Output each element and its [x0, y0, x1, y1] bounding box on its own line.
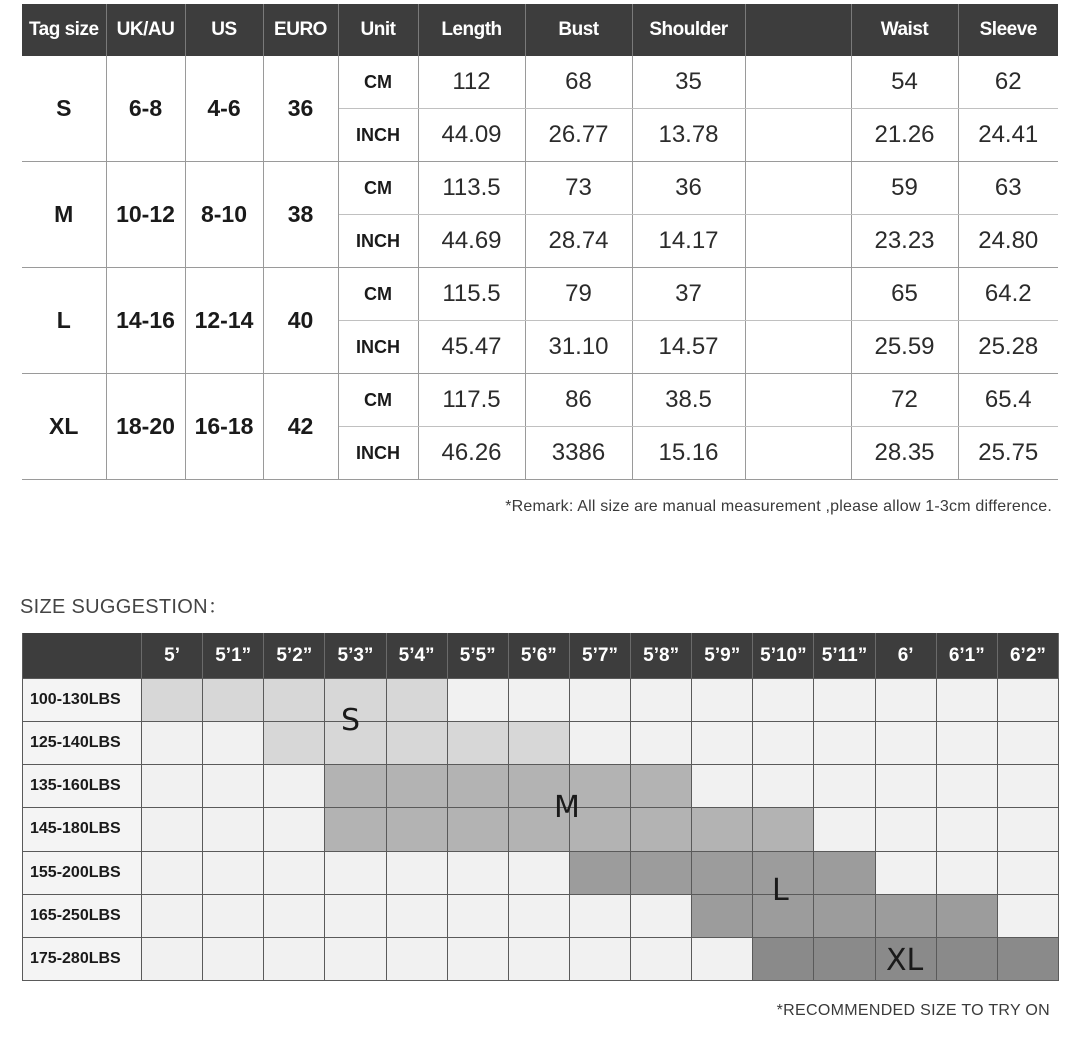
measurement-cell: 45.47	[418, 321, 525, 374]
empty-cell	[937, 851, 998, 894]
height-header-cell: 6’1”	[937, 633, 998, 678]
measurement-cell: 15.16	[632, 427, 745, 480]
empty-cell	[142, 764, 203, 807]
size-us-cell: 16-18	[185, 374, 263, 480]
empty-cell	[631, 721, 692, 764]
size-euro-cell: 40	[263, 268, 338, 374]
empty-cell	[448, 937, 509, 980]
empty-cell	[325, 937, 386, 980]
size-chart-header-cell: UK/AU	[106, 4, 185, 56]
measurement-cell: 117.5	[418, 374, 525, 427]
unit-cell: CM	[338, 374, 418, 427]
size-chart-table	[22, 4, 1058, 480]
size-m-cell	[387, 764, 448, 807]
empty-cell	[692, 721, 753, 764]
size-uk-au-cell: 18-20	[106, 374, 185, 480]
size-tag-cell: L	[22, 268, 106, 374]
empty-cell	[998, 764, 1059, 807]
empty-cell	[937, 721, 998, 764]
size-chart-header-cell: Waist	[851, 4, 958, 56]
measurement-cell: 63	[958, 162, 1058, 215]
size-m-cell	[753, 807, 814, 850]
empty-cell	[692, 678, 753, 721]
size-xl-cell	[814, 937, 875, 980]
measurement-cell	[745, 427, 851, 480]
height-header-cell: 5’7”	[570, 633, 631, 678]
height-header-cell: 5’4”	[387, 633, 448, 678]
measurement-cell: 3386	[525, 427, 632, 480]
size-l-cell	[570, 851, 631, 894]
empty-cell	[876, 678, 937, 721]
weight-label-cell: 135-160LBS	[23, 764, 142, 807]
measurement-cell: 13.78	[632, 109, 745, 162]
measurement-cell: 73	[525, 162, 632, 215]
size-uk-au-cell: 6-8	[106, 56, 185, 162]
measurement-cell: 35	[632, 56, 745, 109]
measurement-cell: 64.2	[958, 268, 1058, 321]
height-header-cell: 5’1”	[203, 633, 264, 678]
measurement-cell	[745, 268, 851, 321]
size-chart-row	[22, 268, 1058, 321]
size-zone-label-s: S	[341, 703, 361, 738]
size-chart-header-cell: Bust	[525, 4, 632, 56]
size-suggestion-grid	[22, 633, 1059, 981]
weight-label-cell: 145-180LBS	[23, 807, 142, 850]
size-us-cell: 8-10	[185, 162, 263, 268]
empty-cell	[509, 894, 570, 937]
measurement-cell: 28.74	[525, 215, 632, 268]
size-l-cell	[937, 894, 998, 937]
measurement-cell: 25.75	[958, 427, 1058, 480]
size-zone-label-l: L	[772, 873, 789, 908]
empty-cell	[448, 851, 509, 894]
empty-cell	[570, 894, 631, 937]
size-s-cell	[142, 678, 203, 721]
grid-corner	[23, 633, 142, 678]
size-l-cell	[876, 894, 937, 937]
size-chart-header-cell: Sleeve	[958, 4, 1058, 56]
size-s-cell	[264, 678, 325, 721]
empty-cell	[142, 937, 203, 980]
size-euro-cell: 36	[263, 56, 338, 162]
size-s-cell	[448, 721, 509, 764]
weight-label-cell: 175-280LBS	[23, 937, 142, 980]
empty-cell	[509, 851, 570, 894]
size-chart-header-cell: Unit	[338, 4, 418, 56]
size-m-cell	[325, 807, 386, 850]
empty-cell	[264, 851, 325, 894]
empty-cell	[387, 851, 448, 894]
size-m-cell	[448, 807, 509, 850]
measurement-cell	[745, 109, 851, 162]
empty-cell	[692, 937, 753, 980]
measurement-cell	[745, 321, 851, 374]
empty-cell	[753, 721, 814, 764]
measurement-cell	[745, 162, 851, 215]
unit-cell: INCH	[338, 427, 418, 480]
measurement-cell: 14.17	[632, 215, 745, 268]
empty-cell	[142, 894, 203, 937]
measurement-cell: 46.26	[418, 427, 525, 480]
size-s-cell	[387, 678, 448, 721]
size-chart-header-cell: Tag size	[22, 4, 106, 56]
measurement-cell: 112	[418, 56, 525, 109]
empty-cell	[142, 721, 203, 764]
measurement-cell: 14.57	[632, 321, 745, 374]
measurement-cell: 26.77	[525, 109, 632, 162]
size-tag-cell: S	[22, 56, 106, 162]
measurement-remark: *Remark: All size are manual measurement ,please allow 1-3cm difference.	[505, 498, 1052, 515]
size-xl-cell	[937, 937, 998, 980]
empty-cell	[509, 937, 570, 980]
empty-cell	[387, 894, 448, 937]
empty-cell	[203, 764, 264, 807]
size-l-cell	[814, 894, 875, 937]
measurement-cell: 86	[525, 374, 632, 427]
empty-cell	[631, 937, 692, 980]
size-zone-label-m: M	[554, 790, 580, 825]
empty-cell	[203, 937, 264, 980]
weight-label-cell: 155-200LBS	[23, 851, 142, 894]
measurement-cell: 44.69	[418, 215, 525, 268]
empty-cell	[753, 764, 814, 807]
empty-cell	[387, 937, 448, 980]
size-tag-cell: XL	[22, 374, 106, 480]
empty-cell	[998, 721, 1059, 764]
measurement-cell: 24.80	[958, 215, 1058, 268]
empty-cell	[631, 678, 692, 721]
size-m-cell	[325, 764, 386, 807]
weight-label-cell: 125-140LBS	[23, 721, 142, 764]
measurement-cell: 25.59	[851, 321, 958, 374]
measurement-cell: 31.10	[525, 321, 632, 374]
measurement-cell: 79	[525, 268, 632, 321]
empty-cell	[448, 678, 509, 721]
size-s-cell	[264, 721, 325, 764]
size-m-cell	[692, 807, 753, 850]
empty-cell	[325, 851, 386, 894]
size-euro-cell: 38	[263, 162, 338, 268]
size-chart-row	[22, 162, 1058, 215]
size-l-cell	[692, 851, 753, 894]
size-chart-header-cell: Shoulder	[632, 4, 745, 56]
unit-cell: INCH	[338, 215, 418, 268]
height-header-cell: 5’8”	[631, 633, 692, 678]
empty-cell	[692, 764, 753, 807]
empty-cell	[876, 851, 937, 894]
size-s-cell	[387, 721, 448, 764]
height-header-cell: 6’	[876, 633, 937, 678]
height-header-cell: 5’6”	[509, 633, 570, 678]
empty-cell	[203, 894, 264, 937]
size-l-cell	[631, 851, 692, 894]
empty-cell	[998, 678, 1059, 721]
empty-cell	[142, 851, 203, 894]
measurement-cell: 62	[958, 56, 1058, 109]
height-header-cell: 5’2”	[264, 633, 325, 678]
empty-cell	[876, 721, 937, 764]
empty-cell	[142, 807, 203, 850]
height-header-cell: 5’3”	[325, 633, 386, 678]
size-uk-au-cell: 14-16	[106, 268, 185, 374]
size-chart-header-cell: US	[185, 4, 263, 56]
unit-cell: CM	[338, 268, 418, 321]
unit-cell: INCH	[338, 321, 418, 374]
empty-cell	[203, 807, 264, 850]
height-header-cell: 5’11”	[814, 633, 875, 678]
empty-cell	[814, 678, 875, 721]
measurement-cell: 36	[632, 162, 745, 215]
size-m-cell	[631, 764, 692, 807]
empty-cell	[203, 851, 264, 894]
measurement-cell	[745, 56, 851, 109]
empty-cell	[998, 851, 1059, 894]
size-s-cell	[203, 678, 264, 721]
measurement-cell: 113.5	[418, 162, 525, 215]
empty-cell	[264, 894, 325, 937]
size-suggestion-heading: SIZE SUGGESTION：	[20, 596, 229, 618]
measurement-cell: 38.5	[632, 374, 745, 427]
height-header-cell: 5’	[142, 633, 203, 678]
empty-cell	[631, 894, 692, 937]
measurement-cell: 37	[632, 268, 745, 321]
size-chart-row	[22, 374, 1058, 427]
measurement-cell: 25.28	[958, 321, 1058, 374]
empty-cell	[325, 894, 386, 937]
empty-cell	[998, 894, 1059, 937]
size-uk-au-cell: 10-12	[106, 162, 185, 268]
weight-label-cell: 165-250LBS	[23, 894, 142, 937]
empty-cell	[753, 678, 814, 721]
measurement-cell: 65	[851, 268, 958, 321]
size-chart-header-cell	[745, 4, 851, 56]
measurement-cell: 24.41	[958, 109, 1058, 162]
size-chart-row	[22, 56, 1058, 109]
size-euro-cell: 42	[263, 374, 338, 480]
size-l-cell	[692, 894, 753, 937]
measurement-cell: 44.09	[418, 109, 525, 162]
unit-cell: INCH	[338, 109, 418, 162]
recommended-size-note: *RECOMMENDED SIZE TO TRY ON	[776, 1002, 1050, 1019]
empty-cell	[937, 764, 998, 807]
measurement-cell	[745, 374, 851, 427]
empty-cell	[203, 721, 264, 764]
measurement-cell: 28.35	[851, 427, 958, 480]
measurement-cell: 65.4	[958, 374, 1058, 427]
size-l-cell	[814, 851, 875, 894]
empty-cell	[264, 807, 325, 850]
size-m-cell	[448, 764, 509, 807]
unit-cell: CM	[338, 162, 418, 215]
size-m-cell	[631, 807, 692, 850]
unit-cell: CM	[338, 56, 418, 109]
size-zone-label-xl: XL	[886, 943, 924, 978]
size-tag-cell: M	[22, 162, 106, 268]
empty-cell	[814, 807, 875, 850]
measurement-cell: 115.5	[418, 268, 525, 321]
measurement-cell: 68	[525, 56, 632, 109]
empty-cell	[876, 807, 937, 850]
empty-cell	[876, 764, 937, 807]
size-s-cell	[509, 721, 570, 764]
empty-cell	[570, 937, 631, 980]
measurement-cell: 72	[851, 374, 958, 427]
size-chart-header-row	[22, 4, 1058, 56]
empty-cell	[937, 678, 998, 721]
empty-cell	[448, 894, 509, 937]
height-header-cell: 5’10”	[753, 633, 814, 678]
empty-cell	[264, 764, 325, 807]
height-header-cell: 5’5”	[448, 633, 509, 678]
height-header-cell: 6’2”	[998, 633, 1059, 678]
measurement-cell: 59	[851, 162, 958, 215]
measurement-cell: 21.26	[851, 109, 958, 162]
empty-cell	[998, 807, 1059, 850]
measurement-cell: 23.23	[851, 215, 958, 268]
empty-cell	[570, 721, 631, 764]
size-xl-cell	[998, 937, 1059, 980]
measurement-cell	[745, 215, 851, 268]
weight-label-cell: 100-130LBS	[23, 678, 142, 721]
empty-cell	[814, 764, 875, 807]
size-us-cell: 12-14	[185, 268, 263, 374]
measurement-cell: 54	[851, 56, 958, 109]
size-m-cell	[387, 807, 448, 850]
empty-cell	[570, 678, 631, 721]
size-chart-header-cell: EURO	[263, 4, 338, 56]
size-us-cell: 4-6	[185, 56, 263, 162]
height-header-cell: 5’9”	[692, 633, 753, 678]
empty-cell	[814, 721, 875, 764]
empty-cell	[264, 937, 325, 980]
size-xl-cell	[753, 937, 814, 980]
size-chart-header-cell: Length	[418, 4, 525, 56]
empty-cell	[509, 678, 570, 721]
empty-cell	[937, 807, 998, 850]
